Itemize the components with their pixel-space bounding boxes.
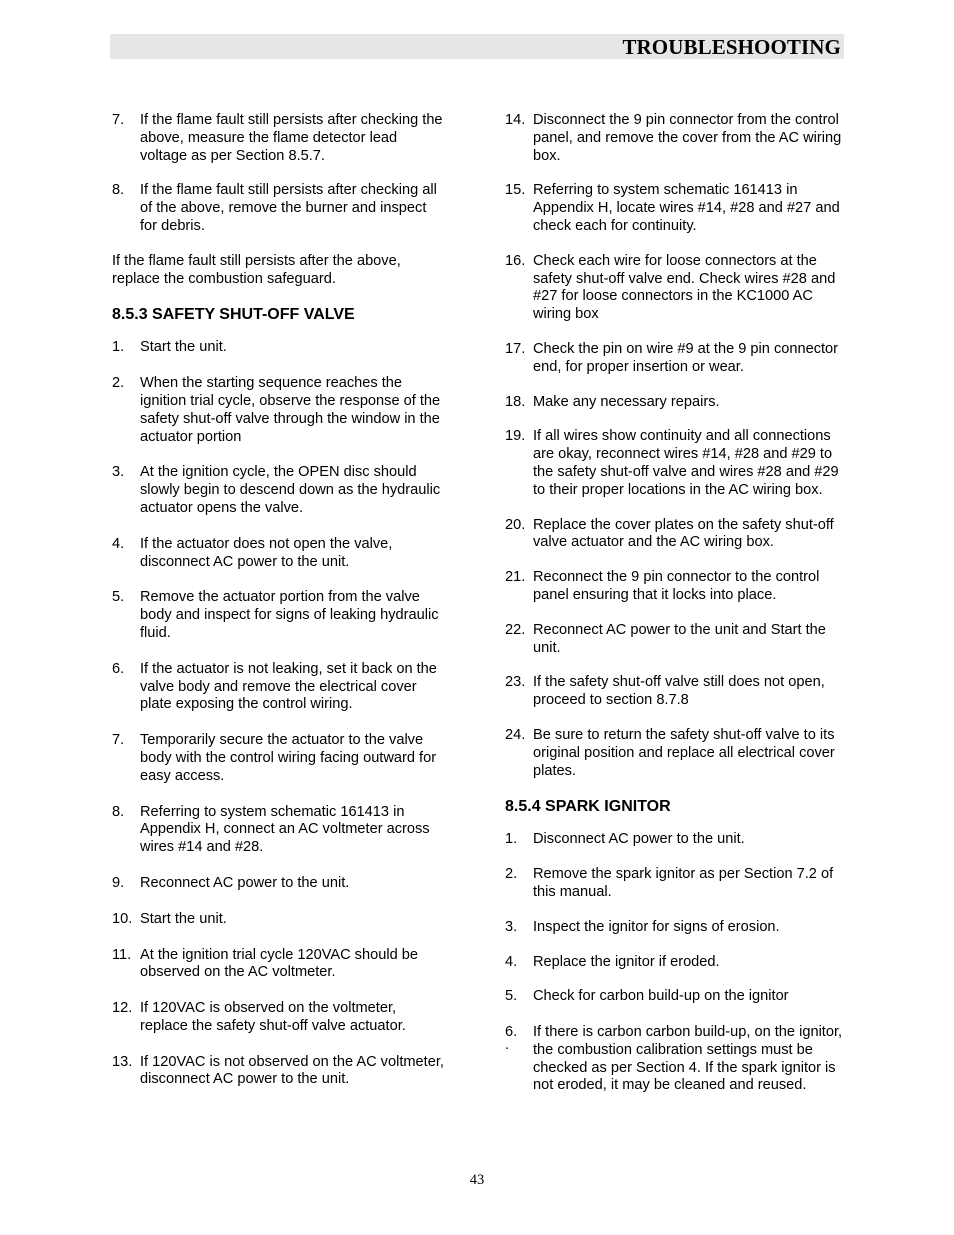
list-item: [112, 536, 447, 572]
item-number: 1.: [505, 831, 518, 848]
section-heading: 8.5.4 SPARK IGNITOR: [505, 798, 671, 816]
list-item: [112, 947, 447, 983]
item-number: 14.: [505, 112, 526, 128]
list-item: [505, 182, 845, 235]
item-number: 19.: [505, 428, 526, 445]
list-item: [505, 341, 845, 377]
item-text: Check each wire for loose connectors at the safety shut-off valve end. Check wires #28 and #27 for loose connectors in the KC1000 AC wiring box: [533, 252, 836, 323]
item-text: If the actuator does not open the valve, disconnect AC power to the unit.: [140, 535, 393, 570]
header-bar: [110, 34, 844, 59]
list-item: [112, 661, 447, 714]
item-number: 2.: [505, 866, 518, 883]
item-number: 9.: [112, 874, 125, 891]
item-text: Referring to system schematic 161413 in Appendix H, locate wires #14, #28 and #27 and check each for continuity.: [533, 182, 840, 234]
list-item: [505, 428, 845, 499]
item-number: 11.: [112, 946, 132, 963]
item-text: At the ignition trial cycle 120VAC should be observed on the AC voltmeter.: [140, 946, 418, 981]
list-item: [112, 1054, 447, 1090]
item-text: If the safety shut-off valve still does not open, proceed to section 8.7.8: [533, 674, 825, 709]
item-number: 7.: [112, 112, 125, 128]
list-item: [505, 727, 845, 780]
item-text: If there is carbon carbon build-up, on the ignitor, the combustion calibration settings must be checked as per Section 4. If the spark ignitor is not eroded, it may be cleaned and reused.: [533, 1024, 843, 1094]
list-item: [505, 394, 845, 412]
item-number: 20.: [505, 516, 526, 533]
list-item: [112, 804, 447, 857]
item-text: Start the unit.: [140, 910, 227, 927]
item-text: Make any necessary repairs.: [533, 393, 720, 410]
stray-period: .: [505, 1037, 510, 1053]
item-text: Temporarily secure the actuator to the valve body with the control wiring facing outward for easy access.: [140, 732, 437, 784]
item-text: Replace the ignitor if eroded.: [533, 953, 720, 970]
item-number: 8.: [112, 182, 125, 199]
item-number: 12.: [112, 1000, 133, 1017]
item-number: 3.: [505, 918, 518, 935]
item-number: 17.: [505, 340, 526, 357]
item-text: Reconnect AC power to the unit and Start the unit.: [533, 621, 826, 656]
item-number: 10.: [112, 910, 133, 927]
list-item: [112, 339, 447, 357]
item-text: When the starting sequence reaches the ignition trial cycle, observe the response of the safety shut-off valve through the window in the actuator portion: [140, 375, 441, 445]
item-number: 3.: [112, 464, 125, 481]
list-item: [112, 875, 447, 893]
list-item: [112, 911, 447, 929]
item-number: 6.: [505, 1024, 518, 1041]
item-number: 5.: [505, 988, 518, 1005]
paragraph: If the flame fault still persists after the above, replace the combustion safeguard.: [112, 252, 401, 287]
item-text: Reconnect the 9 pin connector to the control panel ensuring that it locks into place.: [533, 569, 820, 603]
item-text: If 120VAC is observed on the voltmeter, replace the safety shut-off valve actuator.: [140, 1000, 406, 1034]
item-text: Replace the cover plates on the safety shut-off valve actuator and the AC wiring box.: [533, 516, 834, 551]
item-number: 16.: [505, 252, 526, 269]
item-text: Check for carbon build-up on the ignitor: [533, 988, 789, 1005]
list-item: [505, 674, 845, 710]
item-text: Remove the actuator portion from the valve body and inspect for signs of leaking hydraulic fluid.: [140, 589, 439, 641]
list-item: [505, 831, 845, 849]
item-text: If the flame fault still persists after checking the above, measure the flame detector lead voltage as per Section 8.5.7.: [140, 112, 443, 164]
item-number: 6.: [112, 660, 125, 677]
item-number: 18.: [505, 393, 526, 410]
right-column: [505, 112, 845, 1095]
item-number: 1.: [112, 339, 125, 356]
item-number: 21.: [505, 569, 526, 586]
item-number: 15.: [505, 182, 526, 199]
list-item: [112, 182, 447, 235]
page-number: 43: [469, 1172, 485, 1188]
list-item: [505, 866, 845, 902]
list-item: [505, 919, 845, 937]
list-item: [505, 622, 845, 658]
item-number: 13.: [112, 1053, 133, 1070]
item-text: Check the pin on wire #9 at the 9 pin connector end, for proper insertion or wear.: [533, 340, 839, 375]
item-number: 4.: [112, 535, 125, 552]
section-heading: 8.5.3 SAFETY SHUT-OFF VALVE: [112, 306, 355, 324]
item-text: Referring to system schematic 161413 in Appendix H, connect an AC voltmeter across wires #14 and #28.: [140, 803, 430, 856]
item-text: If all wires show continuity and all connections are okay, reconnect wires #14, #28 and #29 to the safety shut-off valve and wires #28 and #29 to their proper locations in the AC wiring box.: [533, 428, 839, 498]
item-number: 5.: [112, 589, 125, 606]
item-number: 8.: [112, 803, 125, 820]
item-text: At the ignition cycle, the OPEN disc should slowly begin to descend down as the hydraulic actuator opens the valve.: [140, 464, 441, 516]
list-item: [505, 1024, 845, 1095]
item-number: 7.: [112, 732, 125, 749]
item-text: Start the unit.: [140, 339, 227, 356]
item-text: Disconnect AC power to the unit.: [533, 831, 745, 848]
item-text: Remove the spark ignitor as per Section 7.2 of this manual.: [533, 866, 834, 900]
list-item: [505, 112, 845, 165]
item-text: If the actuator is not leaking, set it back on the valve body and remove the electrical cover plate exposing the control wiring.: [140, 660, 437, 713]
item-text: Be sure to return the safety shut-off valve to its original position and replace all electrical cover plates.: [533, 726, 835, 779]
list-item: [505, 253, 845, 324]
list-item: [505, 517, 845, 553]
item-text: If 120VAC is not observed on the AC voltmeter, disconnect AC power to the unit.: [140, 1053, 444, 1088]
list-item: [112, 732, 447, 785]
list-item: [112, 112, 447, 165]
list-item: [112, 464, 447, 517]
list-item: [112, 589, 447, 642]
section-title: TROUBLESHOOTING: [622, 35, 841, 59]
list-item: [112, 1000, 447, 1036]
item-text: Disconnect the 9 pin connector from the control panel, and remove the cover from the AC wiring box.: [533, 112, 842, 164]
list-item: [505, 988, 845, 1006]
item-text: If the flame fault still persists after checking all of the above, remove the burner and inspect for debris.: [140, 182, 437, 234]
list-item: [112, 375, 447, 446]
item-number: 24.: [505, 726, 526, 743]
list-item: [505, 569, 845, 605]
item-text: Inspect the ignitor for signs of erosion.: [533, 918, 780, 935]
item-number: 23.: [505, 674, 526, 691]
item-number: 22.: [505, 621, 526, 638]
list-item: [505, 954, 845, 972]
left-column: [112, 112, 447, 1089]
item-number: 4.: [505, 953, 518, 970]
item-text: Reconnect AC power to the unit.: [140, 874, 350, 891]
item-number: 2.: [112, 375, 125, 392]
